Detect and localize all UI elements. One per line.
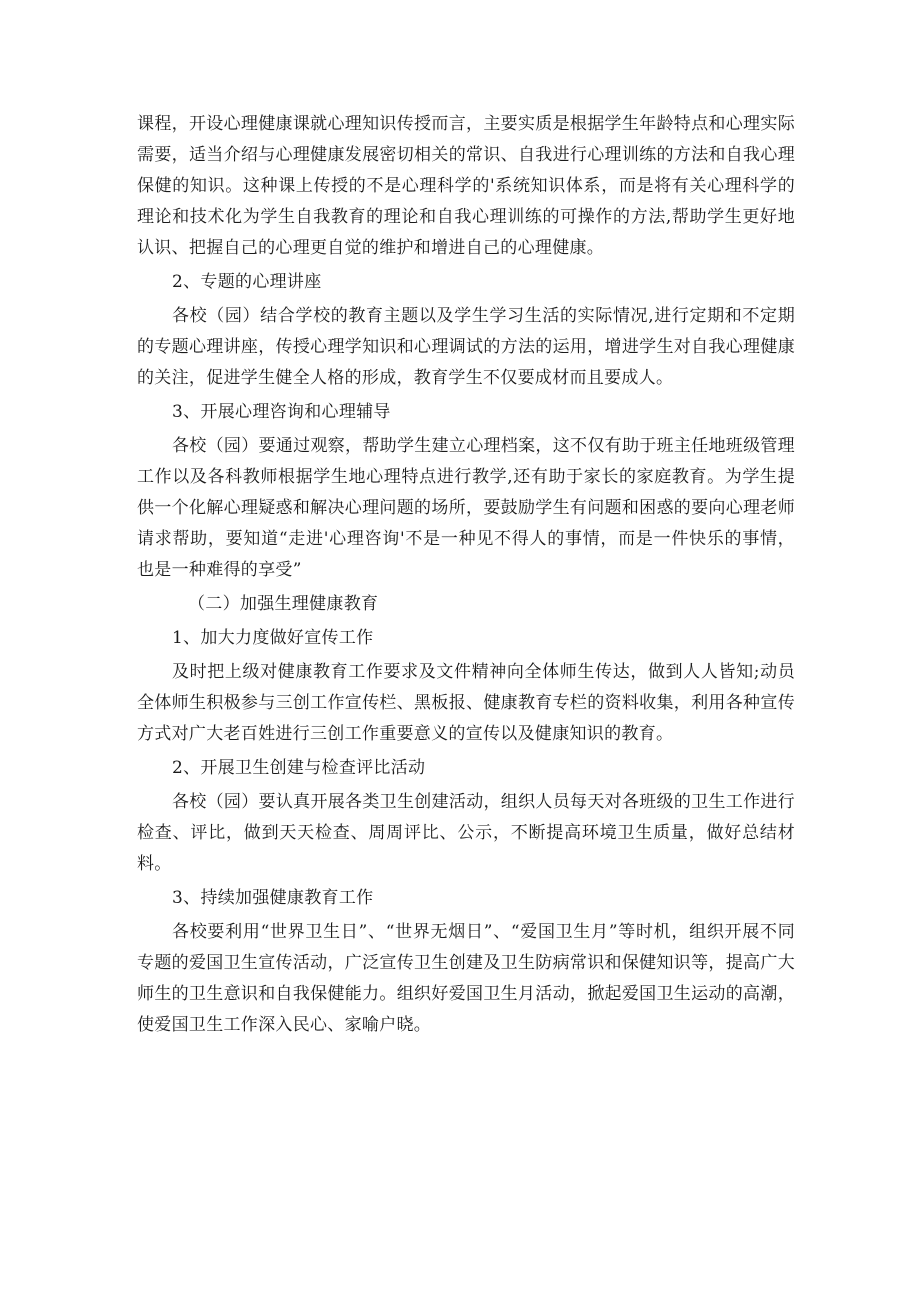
section-heading-physical-health: （二）加强生理健康教育 [188, 594, 379, 614]
paragraph-health-education: 各校要利用“世界卫生日”、“世界无烟日”、“爱国卫生月”等时机，组织开展不同专题的爱国卫生宣传活动，广泛宣传卫生创建及卫生防病常识和保健知识等，提高广大师生的卫生意识和自我保健能力。组织好爱国卫生月活动，掀起爱国卫生运动的高潮，使爱国卫生工作深入民心、家喻户晓。 [137, 922, 795, 1035]
heading-health-education: 3、持续加强健康教育工作 [172, 888, 374, 908]
heading-hygiene-inspection: 2、开展卫生创建与检查评比活动 [172, 758, 426, 778]
document-body [137, 109, 795, 1044]
heading-special-lectures: 2、专题的心理讲座 [172, 272, 322, 292]
paragraph-course-content: 课程，开设心理健康课就心理知识传授而言，主要实质是根据学生年龄特点和心理实际需要，适当介绍与心理健康发展密切相关的常识、自我进行心理训练的方法和自我心理保健的知识。这种课上传授的不是心理科学的'系统知识体系，而是将有关心理科学的理论和技术化为学生自我教育的理论和自我心理训练的可操作的方法,帮助学生更好地认识、把握自己的心理更自觉的维护和增进自己的心理健康。 [137, 114, 795, 258]
paragraph-publicity: 及时把上级对健康教育工作要求及文件精神向全体师生传达，做到人人皆知;动员全体师生积极参与三创工作宣传栏、黑板报、健康教育专栏的资料收集，利用各种宣传方式对广大老百姓进行三创工作重要意义的宣传以及健康知识的教育。 [137, 662, 795, 744]
heading-counseling: 3、开展心理咨询和心理辅导 [172, 402, 391, 422]
paragraph-special-lectures: 各校（园）结合学校的教育主题以及学生学习生活的实际情况,进行定期和不定期的专题心理讲座，传授心理学知识和心理调试的方法的运用，增进学生对自我心理健康的关注，促进学生健全人格的形成，教育学生不仅要成材而且要成人。 [137, 306, 795, 388]
heading-publicity: 1、加大力度做好宣传工作 [172, 628, 374, 648]
paragraph-hygiene-inspection: 各校（园）要认真开展各类卫生创建活动，组织人员每天对各班级的卫生工作进行检查、评比，做到天天检查、周周评比、公示，不断提高环境卫生质量，做好总结材料。 [137, 792, 795, 874]
paragraph-counseling: 各校（园）要通过观察，帮助学生建立心理档案，这不仅有助于班主任地班级管理工作以及各科教师根据学生地心理特点进行教学,还有助于家长的家庭教育。为学生提供一个化解心理疑惑和解决心理问题的场所，要鼓励学生有问题和困惑的要向心理老师请求帮助，要知道“走进'心理咨询'不是一种见不得人的事情，而是一件快乐的事情，也是一种难得的享受” [137, 436, 795, 580]
